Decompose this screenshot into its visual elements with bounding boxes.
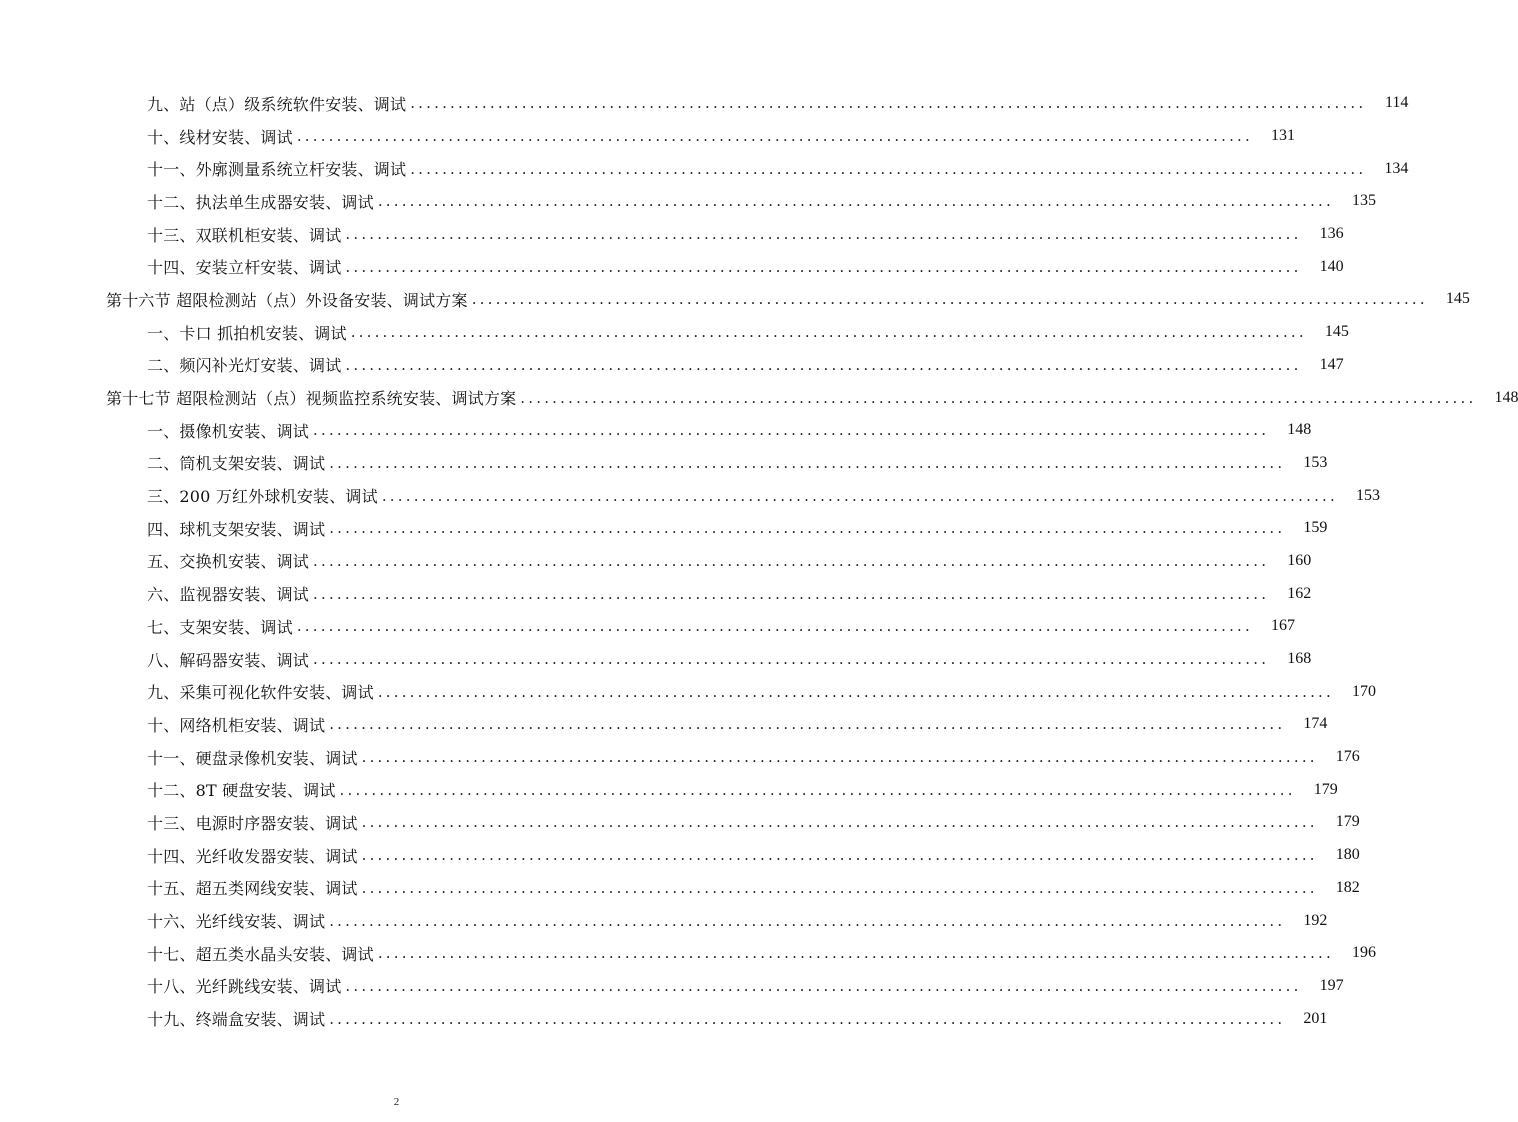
toc-entry[interactable] bbox=[0, 806, 1360, 839]
toc-entry-page: 153 bbox=[1356, 486, 1380, 504]
toc-entry[interactable] bbox=[0, 218, 1344, 251]
toc-entry[interactable] bbox=[0, 708, 1328, 741]
toc-entry-page: 145 bbox=[1445, 290, 1470, 308]
toc-entry-title: 一、卡口 抓拍机安装、调试 bbox=[147, 321, 351, 344]
toc-entry-page: 179 bbox=[1313, 780, 1338, 798]
toc-entry-title: 六、监视器安装、调试 bbox=[147, 582, 313, 605]
toc-dot-leader: ........................................................................................................................ bbox=[329, 1009, 1286, 1028]
page-number: 2 bbox=[393, 1096, 400, 1108]
toc-entry-page: 176 bbox=[1335, 748, 1360, 766]
toc-entry-title: 十、线材安装、调试 bbox=[147, 125, 297, 148]
toc-entry[interactable] bbox=[0, 937, 1376, 970]
table-of-contents bbox=[0, 87, 1518, 1035]
toc-dot-leader: ........................................................................................................................ bbox=[520, 388, 1477, 407]
toc-entry-title: 三、200 万红外球机安装、调试 bbox=[147, 484, 382, 507]
toc-entry-title: 九、采集可视化软件安装、调试 bbox=[147, 680, 378, 703]
toc-dot-leader: ........................................................................................................................ bbox=[345, 976, 1302, 995]
toc-entry-title: 十一、硬盘录像机安装、调试 bbox=[147, 746, 362, 769]
toc-entry-title: 八、解码器安装、调试 bbox=[147, 648, 313, 671]
toc-dot-leader: ........................................................................................................................ bbox=[329, 715, 1286, 734]
toc-dot-leader: ........................................................................................................................ bbox=[329, 453, 1286, 472]
toc-entry-page: 167 bbox=[1270, 617, 1295, 635]
toc-entry-title: 十七、超五类水晶头安装、调试 bbox=[147, 942, 378, 965]
toc-entry-title: 第十六节 超限检测站（点）外设备安装、调试方案 bbox=[106, 288, 472, 311]
toc-entry-title: 十六、光纤线安装、调试 bbox=[147, 909, 329, 932]
toc-entry[interactable] bbox=[0, 185, 1376, 218]
toc-dot-leader: ........................................................................................................................ bbox=[345, 355, 1302, 374]
toc-entry-page: 153 bbox=[1303, 453, 1328, 471]
toc-dot-leader: ........................................................................................................................ bbox=[471, 290, 1428, 309]
toc-section-entry[interactable] bbox=[0, 283, 1470, 316]
toc-entry-page: 201 bbox=[1303, 1009, 1328, 1027]
toc-entry[interactable] bbox=[0, 839, 1360, 872]
toc-entry-title: 十三、电源时序器安装、调试 bbox=[147, 811, 362, 834]
toc-entry-page: 196 bbox=[1351, 944, 1376, 962]
toc-dot-leader: ........................................................................................................................ bbox=[313, 650, 1270, 669]
toc-entry-page: 182 bbox=[1335, 878, 1360, 896]
toc-entry[interactable] bbox=[0, 349, 1344, 382]
toc-entry-page: 114 bbox=[1384, 94, 1409, 112]
toc-entry[interactable] bbox=[0, 545, 1312, 578]
toc-entry-title: 十四、安装立杆安装、调试 bbox=[147, 255, 345, 278]
toc-dot-leader: ........................................................................................................................ bbox=[377, 682, 1334, 701]
toc-entry-page: 197 bbox=[1319, 976, 1344, 994]
toc-entry-page: 159 bbox=[1303, 519, 1328, 537]
toc-dot-leader: ........................................................................................................................ bbox=[361, 748, 1318, 767]
toc-dot-leader: ........................................................................................................................ bbox=[329, 519, 1286, 538]
toc-entry-title: 十八、光纤跳线安装、调试 bbox=[147, 974, 345, 997]
toc-entry[interactable] bbox=[0, 1002, 1328, 1035]
toc-entry-page: 135 bbox=[1351, 192, 1376, 210]
toc-entry-title: 十一、外廓测量系统立杆安装、调试 bbox=[147, 157, 410, 180]
toc-entry-title: 十二、执法单生成器安装、调试 bbox=[147, 190, 378, 213]
toc-entry[interactable] bbox=[0, 773, 1338, 806]
toc-section-entry[interactable] bbox=[0, 381, 1518, 414]
toc-dot-leader: ........................................................................................................................ bbox=[350, 323, 1307, 342]
toc-entry-title: 四、球机支架安装、调试 bbox=[147, 517, 329, 540]
toc-entry[interactable] bbox=[0, 316, 1349, 349]
toc-dot-leader: ........................................................................................................................ bbox=[410, 159, 1367, 178]
toc-entry-title: 二、频闪补光灯安装、调试 bbox=[147, 353, 345, 376]
toc-entry-title: 十九、终端盒安装、调试 bbox=[147, 1007, 329, 1030]
toc-dot-leader: ........................................................................................................................ bbox=[381, 486, 1338, 505]
toc-dot-leader: ........................................................................................................................ bbox=[345, 225, 1302, 244]
toc-entry[interactable] bbox=[0, 479, 1380, 512]
toc-entry-page: 170 bbox=[1351, 682, 1376, 700]
toc-entry-page: 134 bbox=[1384, 159, 1409, 177]
toc-dot-leader: ........................................................................................................................ bbox=[296, 617, 1253, 636]
toc-entry[interactable] bbox=[0, 872, 1360, 905]
toc-entry[interactable] bbox=[0, 741, 1360, 774]
toc-entry-title: 十二、8T 硬盘安装、调试 bbox=[147, 778, 340, 801]
toc-entry[interactable] bbox=[0, 904, 1328, 937]
toc-entry[interactable] bbox=[0, 970, 1344, 1003]
toc-entry-page: 145 bbox=[1324, 323, 1349, 341]
toc-entry-page: 180 bbox=[1335, 846, 1360, 864]
toc-dot-leader: ........................................................................................................................ bbox=[377, 192, 1334, 211]
toc-dot-leader: ........................................................................................................................ bbox=[377, 944, 1334, 963]
toc-entry[interactable] bbox=[0, 643, 1312, 676]
toc-entry[interactable] bbox=[0, 250, 1344, 283]
toc-entry-title: 五、交换机安装、调试 bbox=[147, 549, 313, 572]
toc-entry-title: 九、站（点）级系统软件安装、调试 bbox=[147, 92, 410, 115]
toc-entry[interactable] bbox=[0, 675, 1376, 708]
toc-entry[interactable] bbox=[0, 152, 1409, 185]
toc-entry-page: 179 bbox=[1335, 813, 1360, 831]
toc-entry-title: 十五、超五类网线安装、调试 bbox=[147, 876, 362, 899]
toc-dot-leader: ........................................................................................................................ bbox=[345, 257, 1302, 276]
toc-entry-title: 第十七节 超限检测站（点）视频监控系统安装、调试方案 bbox=[106, 386, 520, 409]
toc-entry-title: 二、筒机支架安装、调试 bbox=[147, 451, 329, 474]
toc-entry-page: 160 bbox=[1287, 551, 1312, 569]
toc-dot-leader: ........................................................................................................................ bbox=[313, 551, 1270, 570]
toc-entry-title: 十三、双联机柜安装、调试 bbox=[147, 223, 345, 246]
toc-dot-leader: ........................................................................................................................ bbox=[329, 911, 1286, 930]
toc-entry[interactable] bbox=[0, 87, 1409, 120]
toc-dot-leader: ........................................................................................................................ bbox=[313, 421, 1270, 440]
toc-entry-title: 十、网络机柜安装、调试 bbox=[147, 713, 329, 736]
toc-entry-page: 136 bbox=[1319, 225, 1344, 243]
toc-entry[interactable] bbox=[0, 414, 1312, 447]
toc-dot-leader: ........................................................................................................................ bbox=[361, 813, 1318, 832]
toc-entry-page: 148 bbox=[1287, 421, 1312, 439]
toc-entry[interactable] bbox=[0, 447, 1328, 480]
toc-dot-leader: ........................................................................................................................ bbox=[361, 878, 1318, 897]
toc-dot-leader: ........................................................................................................................ bbox=[410, 94, 1367, 113]
toc-dot-leader: ........................................................................................................................ bbox=[296, 127, 1253, 146]
toc-entry-page: 174 bbox=[1303, 715, 1328, 733]
toc-dot-leader: ........................................................................................................................ bbox=[361, 846, 1318, 865]
toc-entry-page: 168 bbox=[1287, 650, 1312, 668]
toc-entry-page: 140 bbox=[1319, 257, 1344, 275]
toc-entry[interactable] bbox=[0, 577, 1312, 610]
toc-entry-page: 131 bbox=[1270, 127, 1295, 145]
toc-entry-page: 147 bbox=[1319, 355, 1344, 373]
toc-dot-leader: ........................................................................................................................ bbox=[339, 780, 1296, 799]
toc-entry-title: 七、支架安装、调试 bbox=[147, 615, 297, 638]
toc-entry-title: 十四、光纤收发器安装、调试 bbox=[147, 844, 362, 867]
toc-entry-page: 162 bbox=[1287, 584, 1312, 602]
toc-entry-page: 192 bbox=[1303, 911, 1328, 929]
toc-entry[interactable] bbox=[0, 512, 1328, 545]
toc-entry[interactable] bbox=[0, 610, 1295, 643]
toc-entry[interactable] bbox=[0, 120, 1295, 153]
toc-entry-page: 148 bbox=[1494, 388, 1518, 406]
toc-dot-leader: ........................................................................................................................ bbox=[313, 584, 1270, 603]
toc-entry-title: 一、摄像机安装、调试 bbox=[147, 419, 313, 442]
